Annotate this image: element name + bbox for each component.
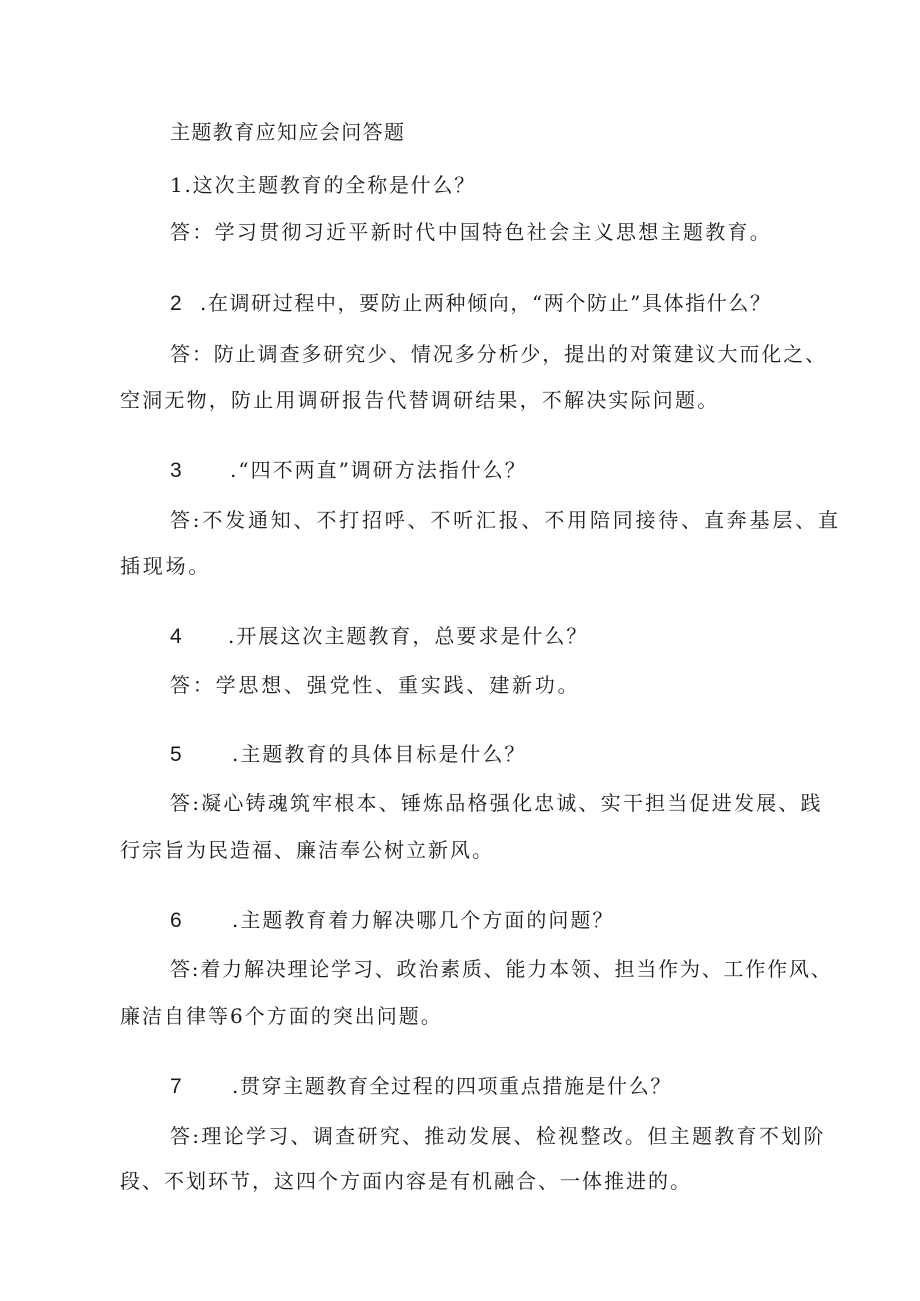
answer-6-line-2: 廉洁自律等6个方面的突出问题。 — [120, 1004, 443, 1028]
question-6-text: .主题教育着力解决哪几个方面的问题？ — [232, 908, 615, 932]
answer-7-line-1: 答:理论学习、调查研究、推动发展、检视整改。但主题教育不划阶 — [170, 1124, 826, 1148]
question-3 — [170, 456, 527, 485]
question-2 — [170, 289, 772, 318]
answer-4-line-1: 答：学思想、强党性、重实践、建新功。 — [170, 673, 581, 697]
question-4-number: 4 — [170, 625, 182, 648]
question-3-text: .“四不两直”调研方法指什么？ — [230, 458, 527, 482]
question-2-number: 2 — [170, 292, 182, 315]
question-2-text: .在调研过程中，要防止两种倾向，“两个防止”具体指什么？ — [200, 291, 772, 315]
question-6-number: 6 — [170, 909, 182, 932]
document-title: 主题教育应知应会问答题 — [170, 120, 406, 144]
question-7-text: .贯穿主题教育全过程的四项重点措施是什么？ — [232, 1074, 672, 1098]
answer-7-line-2: 段、不划环节，这四个方面内容是有机融合、一体推进的。 — [120, 1169, 692, 1193]
question-4 — [170, 622, 588, 651]
question-1: 1.这次主题教育的全称是什么？ — [170, 173, 477, 197]
answer-2-line-2: 空洞无物，防止用调研报告代替调研结果，不解决实际问题。 — [120, 388, 720, 412]
question-6 — [170, 906, 614, 935]
question-4-text: .开展这次主题教育，总要求是什么？ — [228, 624, 589, 648]
answer-3-line-1: 答:不发通知、不打招呼、不听汇报、不用陪同接待、直奔基层、直 — [170, 508, 841, 532]
question-5 — [170, 740, 526, 769]
answer-5-line-2: 行宗旨为民造福、廉洁奉公树立新风。 — [120, 838, 494, 862]
answer-5-line-1: 答:凝心铸魂筑牢根本、锤炼品格强化忠诚、实干担当促进发展、践 — [170, 791, 823, 815]
question-7-number: 7 — [170, 1075, 182, 1098]
question-5-text: .主题教育的具体目标是什么？ — [232, 742, 527, 766]
question-5-number: 5 — [170, 743, 182, 766]
answer-3-line-2: 插现场。 — [120, 554, 212, 578]
question-7 — [170, 1072, 672, 1101]
question-3-number: 3 — [170, 459, 182, 482]
answer-6-line-1: 答:着力解决理论学习、政治素质、能力本领、担当作为、工作作风、 — [170, 957, 833, 981]
answer-1-line-1: 答：学习贯彻习近平新时代中国特色社会主义思想主题教育。 — [170, 220, 773, 244]
answer-2-line-1: 答：防止调查多研究少、情况多分析少，提出的对策建议大而化之、 — [170, 342, 827, 366]
